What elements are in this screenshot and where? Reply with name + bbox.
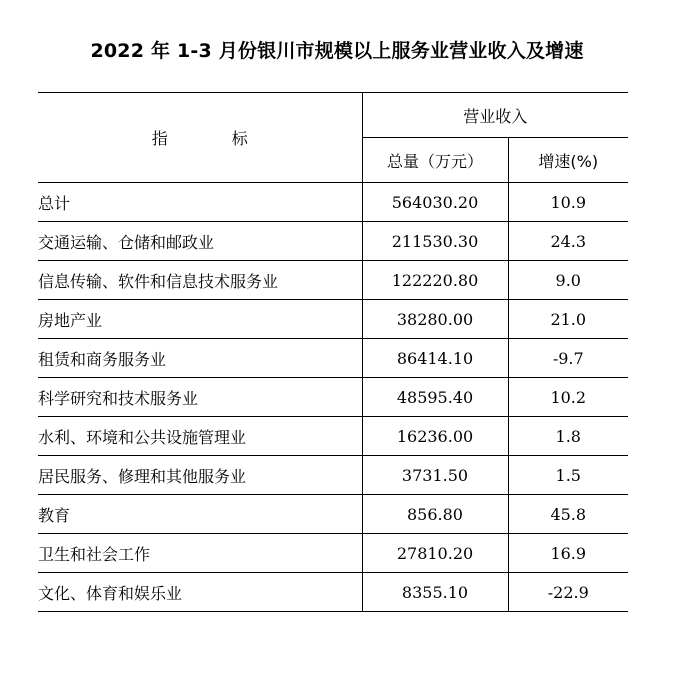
row-total-value: 564030.20 <box>362 183 508 222</box>
row-total-value: 38280.00 <box>362 300 508 339</box>
table-row <box>38 183 628 222</box>
table-row <box>38 495 628 534</box>
row-total-value: 856.80 <box>362 495 508 534</box>
row-total-value: 16236.00 <box>362 417 508 456</box>
row-growth-value: -22.9 <box>508 573 628 612</box>
row-indicator-name: 交通运输、仓储和邮政业 <box>38 222 362 261</box>
row-indicator-name: 居民服务、修理和其他服务业 <box>38 456 362 495</box>
table-row <box>38 417 628 456</box>
revenue-group-header: 营业收入 <box>362 93 628 138</box>
row-total-value: 27810.20 <box>362 534 508 573</box>
row-growth-value: 10.2 <box>508 378 628 417</box>
indicator-header <box>38 93 362 183</box>
row-total-value: 48595.40 <box>362 378 508 417</box>
row-total-value: 8355.10 <box>362 573 508 612</box>
row-growth-value: 9.0 <box>508 261 628 300</box>
total-column-header: 总量（万元） <box>362 138 508 183</box>
table-body <box>38 183 628 612</box>
row-total-value: 86414.10 <box>362 339 508 378</box>
row-indicator-name: 教育 <box>38 495 362 534</box>
row-growth-value: 1.8 <box>508 417 628 456</box>
row-growth-value: 45.8 <box>508 495 628 534</box>
row-growth-value: 1.5 <box>508 456 628 495</box>
row-indicator-name: 总计 <box>38 183 362 222</box>
indicator-header-char-b: 标 <box>231 129 248 148</box>
table-row <box>38 573 628 612</box>
table-row <box>38 261 628 300</box>
table-row <box>38 222 628 261</box>
row-indicator-name: 信息传输、软件和信息技术服务业 <box>38 261 362 300</box>
table-row <box>38 534 628 573</box>
row-indicator-name: 租赁和商务服务业 <box>38 339 362 378</box>
row-total-value: 3731.50 <box>362 456 508 495</box>
row-total-value: 122220.80 <box>362 261 508 300</box>
row-growth-value: 10.9 <box>508 183 628 222</box>
row-growth-value: 21.0 <box>508 300 628 339</box>
row-indicator-name: 水利、环境和公共设施管理业 <box>38 417 362 456</box>
table-row <box>38 300 628 339</box>
growth-column-header: 增速(%) <box>508 138 628 183</box>
table-header <box>38 93 628 183</box>
revenue-table <box>38 92 628 612</box>
row-growth-value: -9.7 <box>508 339 628 378</box>
row-total-value: 211530.30 <box>362 222 508 261</box>
row-growth-value: 16.9 <box>508 534 628 573</box>
row-growth-value: 24.3 <box>508 222 628 261</box>
row-indicator-name: 科学研究和技术服务业 <box>38 378 362 417</box>
table-title: 2022 年 1-3 月份银川市规模以上服务业营业收入及增速 <box>90 40 584 62</box>
row-indicator-name: 卫生和社会工作 <box>38 534 362 573</box>
indicator-header-char-a: 指 <box>151 129 168 148</box>
table-row <box>38 456 628 495</box>
table-row <box>38 378 628 417</box>
table-row <box>38 339 628 378</box>
row-indicator-name: 房地产业 <box>38 300 362 339</box>
row-indicator-name: 文化、体育和娱乐业 <box>38 573 362 612</box>
